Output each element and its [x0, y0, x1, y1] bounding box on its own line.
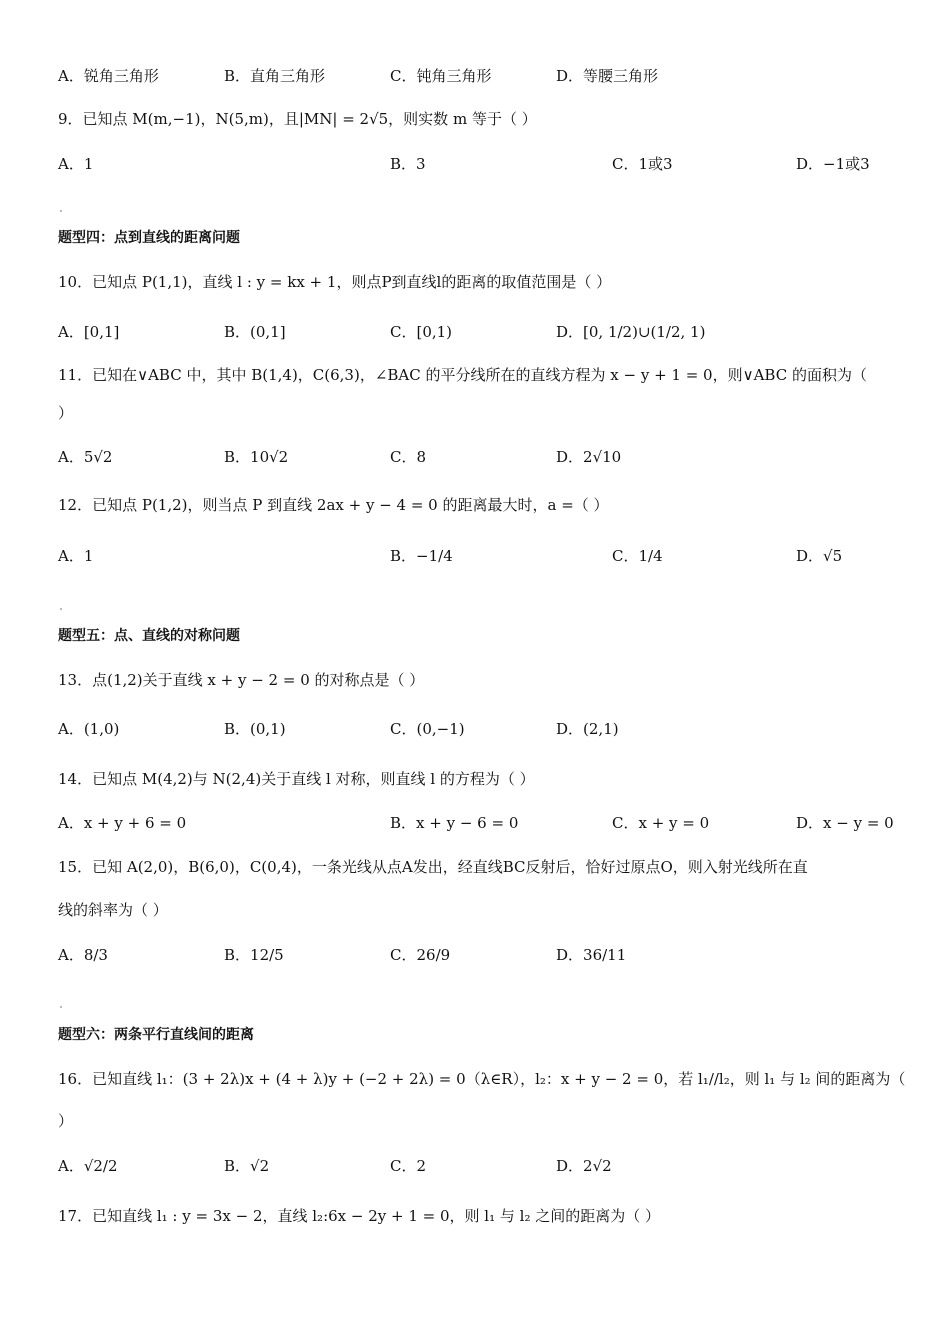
- q9-option-b: B．3: [390, 155, 426, 173]
- question-11-line-2: ）: [58, 404, 74, 422]
- option-b: B．直角三角形: [224, 67, 326, 85]
- section-heading-4: 题型四：点到直线的距离问题: [58, 230, 240, 246]
- q9-option-c: C．1或3: [612, 155, 673, 173]
- question-13: 13．点(1,2)关于直线 x + y − 2 = 0 的对称点是（ ）: [58, 671, 425, 689]
- q11-option-b: B．10√2: [224, 448, 289, 466]
- q14-option-d: D．x − y = 0: [796, 814, 894, 832]
- question-15-line-2: 线的斜率为（ ）: [58, 901, 168, 919]
- q16-option-c: C．2: [390, 1157, 427, 1175]
- q16-option-d: D．2√2: [556, 1157, 612, 1175]
- q12-option-d: D．√5: [796, 547, 843, 565]
- q13-option-a: A．(1,0): [58, 720, 120, 738]
- q9-option-d: D．−1或3: [796, 155, 870, 173]
- q11-option-c: C．8: [390, 448, 427, 466]
- q11-option-a: A．5√2: [58, 448, 113, 466]
- q10-option-b: B．(0,1]: [224, 323, 286, 341]
- separator-dot: [60, 210, 62, 212]
- question-15-line-1: 15．已知 A(2,0)，B(6,0)，C(0,4)，一条光线从点A发出，经直线BC反射后，恰好过原点O，则入射光线所在直: [58, 858, 808, 876]
- q15-option-c: C．26/9: [390, 946, 451, 964]
- q12-option-b: B．−1/4: [390, 547, 453, 565]
- q12-option-a: A．1: [58, 547, 94, 565]
- q15-option-a: A．8/3: [58, 946, 108, 964]
- option-d: D．等腰三角形: [556, 67, 659, 85]
- q10-option-a: A．[0,1]: [58, 323, 120, 341]
- separator-dot: [60, 608, 62, 610]
- question-16-line-2: ）: [58, 1112, 74, 1130]
- q10-option-c: C．[0,1): [390, 323, 453, 341]
- question-14: 14．已知点 M(4,2)与 N(2,4)关于直线 l 对称，则直线 l 的方程为（ ）: [58, 770, 535, 788]
- q13-option-d: D．(2,1): [556, 720, 619, 738]
- question-11-line-1: 11．已知在∨ABC 中，其中 B(1,4)，C(6,3)，∠BAC 的平分线所在的直线方程为 x − y + 1 = 0，则∨ABC 的面积为（: [58, 366, 867, 384]
- q13-option-c: C．(0,−1): [390, 720, 465, 738]
- question-16-line-1: 16．已知直线 l₁：(3 + 2λ)x + (4 + λ)y + (−2 + 2λ) = 0（λ∈R），l₂：x + y − 2 = 0，若 l₁//l₂，则 l₁ 与 l₂ 间的距离为（: [58, 1070, 906, 1088]
- section-heading-5: 题型五：点、直线的对称问题: [58, 628, 240, 644]
- question-9: 9．已知点 M(m,−1)，N(5,m)，且|MN| = 2√5，则实数 m 等于（ ）: [58, 110, 537, 128]
- q14-option-b: B．x + y − 6 = 0: [390, 814, 519, 832]
- question-12: 12．已知点 P(1,2)，则当点 P 到直线 2ax + y − 4 = 0 的距离最大时，a =（ ）: [58, 496, 609, 514]
- q11-option-d: D．2√10: [556, 448, 622, 466]
- q9-option-a: A．1: [58, 155, 94, 173]
- section-heading-6: 题型六：两条平行直线间的距离: [58, 1027, 254, 1043]
- q15-option-b: B．12/5: [224, 946, 284, 964]
- q12-option-c: C．1/4: [612, 547, 663, 565]
- q14-option-a: A．x + y + 6 = 0: [58, 814, 187, 832]
- q16-option-a: A．√2/2: [58, 1157, 118, 1175]
- option-c: C．钝角三角形: [390, 67, 492, 85]
- question-10: 10．已知点 P(1,1)，直线 l : y = kx + 1，则点P到直线l的距离的取值范围是（ ）: [58, 273, 612, 291]
- q10-option-d: D．[0, 1/2)∪(1/2, 1): [556, 323, 706, 341]
- separator-dot: [60, 1006, 62, 1008]
- option-a: A．锐角三角形: [58, 67, 159, 85]
- q13-option-b: B．(0,1): [224, 720, 286, 738]
- q16-option-b: B．√2: [224, 1157, 270, 1175]
- q14-option-c: C．x + y = 0: [612, 814, 710, 832]
- q15-option-d: D．36/11: [556, 946, 627, 964]
- question-17: 17．已知直线 l₁ : y = 3x − 2，直线 l₂:6x − 2y + 1 = 0，则 l₁ 与 l₂ 之间的距离为（ ）: [58, 1207, 661, 1225]
